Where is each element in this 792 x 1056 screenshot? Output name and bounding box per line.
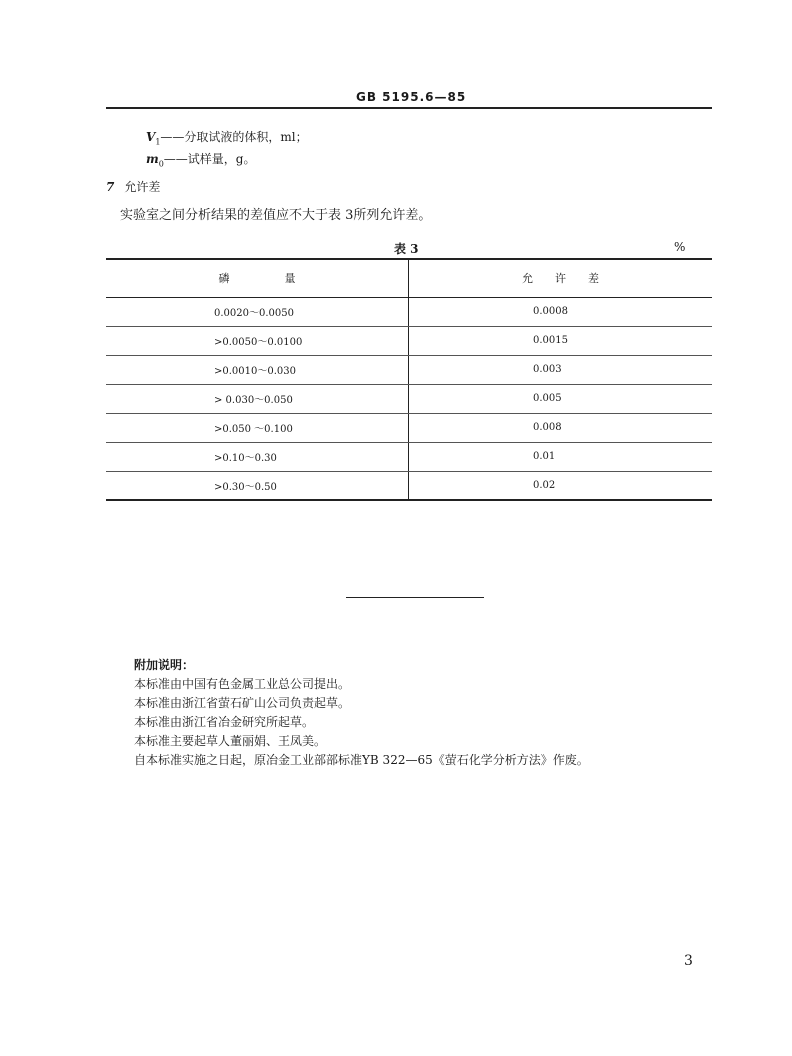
table-caption: 表 3 [394, 242, 419, 256]
tolerance-value: 0.02 [533, 479, 556, 491]
range-value: >0.10～0.30 [214, 453, 277, 464]
variable-description: ——分取试液的体积，ml； [160, 130, 308, 144]
variable-subscript: 1 [155, 137, 161, 147]
tolerance-table [106, 258, 712, 501]
note-line: 本标准由中国有色金属工业总公司提出。 [134, 677, 351, 691]
end-rule [346, 597, 484, 598]
section-heading [106, 178, 160, 195]
header-tolerance: 允 许 差 [409, 259, 713, 297]
tolerance-value: 0.008 [533, 422, 562, 433]
variable-definition-v1 [146, 128, 308, 146]
table-row [106, 471, 712, 500]
tolerance-cell [409, 442, 713, 471]
note-line: 本标准主要起草人董丽娟、王凤美。 [134, 734, 327, 748]
header-rule [106, 107, 712, 109]
table-unit: % [674, 240, 686, 254]
tolerance-value: 0.01 [533, 451, 556, 462]
range-value: > 0.030～0.050 [214, 395, 293, 406]
additional-notes [134, 656, 589, 770]
range-cell [106, 297, 409, 326]
range-cell [106, 413, 409, 442]
notes-title: 附加说明： [134, 658, 195, 672]
tolerance-value: 0.003 [533, 364, 562, 375]
section-title: 允许差 [124, 180, 161, 194]
header-phosphorus: 磷 量 [106, 259, 409, 297]
variable-symbol: m [146, 152, 159, 166]
tolerance-value: 0.0008 [533, 306, 568, 317]
tolerance-cell [409, 471, 713, 500]
variable-description: ——试样量，g。 [163, 152, 256, 166]
variable-symbol: V [146, 130, 156, 144]
tolerance-cell [409, 413, 713, 442]
range-cell [106, 326, 409, 355]
range-value: >0.050 ～0.100 [214, 424, 293, 435]
table-header-row [106, 259, 712, 297]
variable-definition-m0 [146, 150, 255, 168]
table-row [106, 384, 712, 413]
note-line: 本标准由浙江省冶金研究所起草。 [134, 715, 315, 729]
variable-subscript: 0 [158, 159, 164, 169]
section-body: 实验室之间分析结果的差值应不大于表 3所列允许差。 [120, 208, 432, 223]
tolerance-cell [409, 355, 713, 384]
note-line: 本标准由浙江省萤石矿山公司负责起草。 [134, 696, 351, 710]
tolerance-cell [409, 297, 713, 326]
range-cell [106, 384, 409, 413]
range-value: >0.0010～0.030 [214, 366, 296, 377]
page-number: 3 [684, 953, 693, 969]
tolerance-cell [409, 384, 713, 413]
range-value: >0.30～0.50 [214, 481, 277, 493]
range-cell [106, 442, 409, 471]
table-row [106, 442, 712, 471]
range-value: >0.0050～0.0100 [214, 337, 303, 348]
table-row [106, 297, 712, 326]
note-line: 自本标准实施之日起，原冶金工业部部标准YB 322—65《萤石化学分析方法》作废。 [134, 753, 589, 767]
range-cell [106, 355, 409, 384]
section-number: 7 [106, 180, 115, 194]
table-row [106, 326, 712, 355]
range-value: 0.0020～0.0050 [214, 308, 294, 319]
tolerance-value: 0.005 [533, 393, 562, 404]
table-row [106, 413, 712, 442]
tolerance-cell [409, 326, 713, 355]
standard-code: GB 5195.6—85 [356, 90, 467, 104]
tolerance-value: 0.0015 [533, 335, 568, 346]
range-cell [106, 471, 409, 500]
table-row [106, 355, 712, 384]
